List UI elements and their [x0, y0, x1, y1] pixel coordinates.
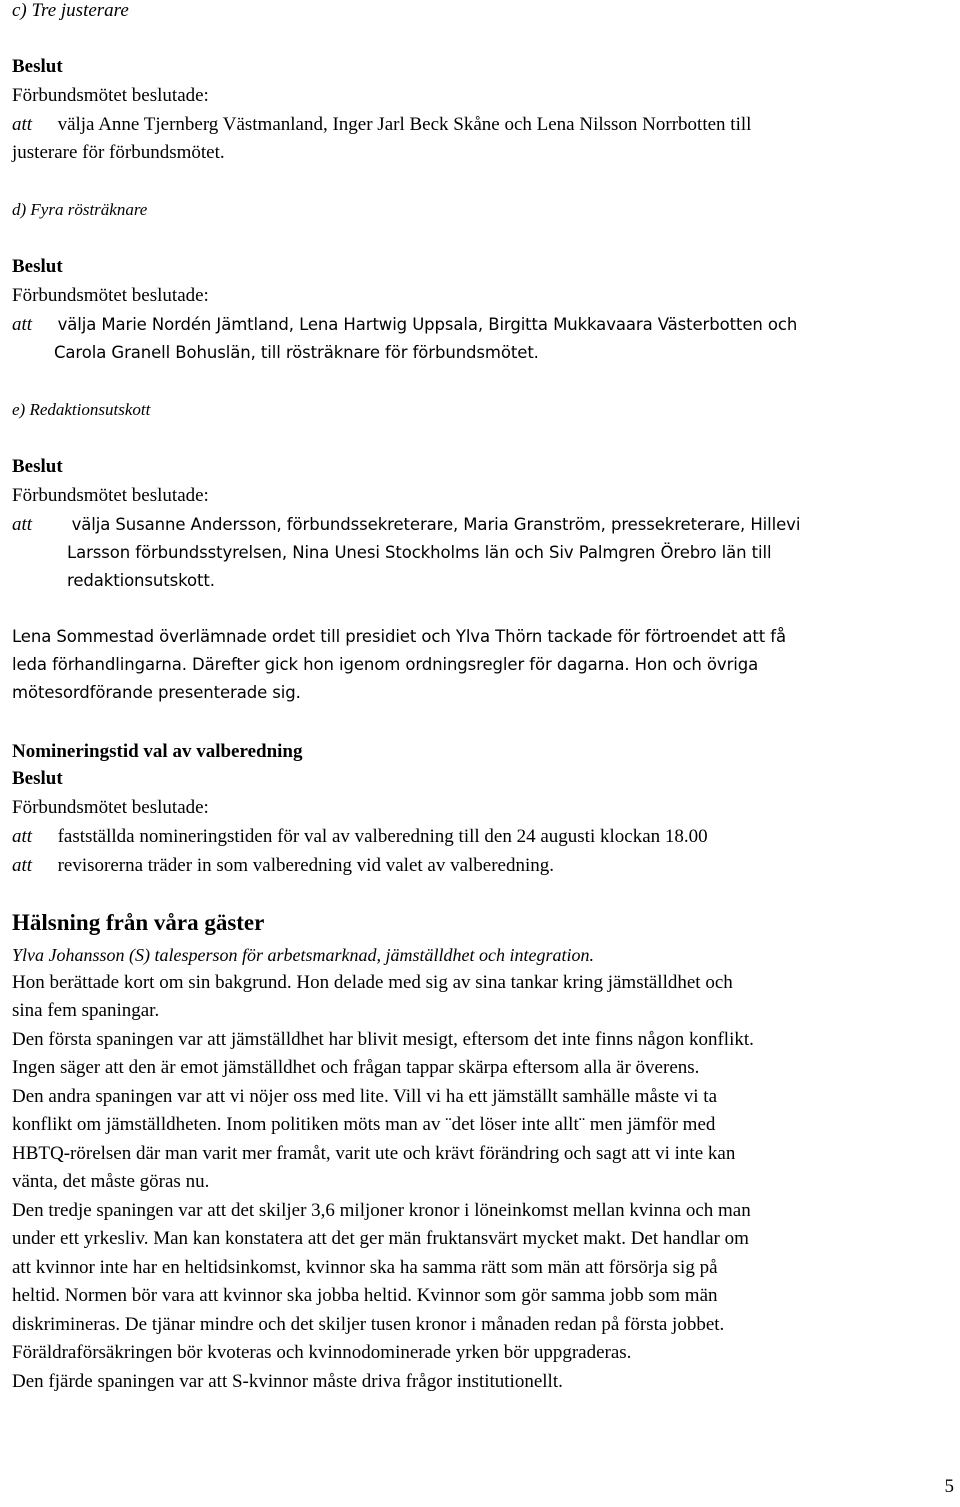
halsning-line-5: Den andra spaningen var att vi nöjer oss med lite. Vill vi ha ett jämställt samhälle måste vi ta: [12, 1086, 718, 1107]
att-label: att: [12, 826, 33, 847]
section-e-subtitle: e) Redaktionsutskott: [12, 400, 151, 419]
section-d-att-row: [12, 311, 797, 340]
section-d-line-1: välja Marie Nordén Jämtland, Lena Hartwig Uppsala, Birgitta Mukkavaara Västerbotten och: [57, 315, 798, 334]
halsning-line-2: sina fem spaningar.: [12, 1000, 160, 1021]
halsning-line-3: Den första spaningen var att jämställdhet har blivit mesigt, eftersom det inte finns någon konflikt.: [12, 1029, 754, 1050]
att-label: att: [12, 314, 33, 335]
paragraph-lena-line-3: mötesordförande presenterade sig.: [12, 683, 301, 702]
halsning-line-13: diskrimineras. De tjänar mindre och det skiljer tusen kronor i månaden redan på första jobbet.: [12, 1314, 725, 1335]
section-d-beslut: Beslut: [12, 256, 63, 277]
section-e-line-1: välja Susanne Andersson, förbundssekreterare, Maria Granström, pressekreterare, Hillevi: [71, 515, 801, 534]
section-c-line-2: justerare för förbundsmötet.: [12, 142, 225, 163]
paragraph-lena-line-1: Lena Sommestad överlämnade ordet till presidiet och Ylva Thörn tackade för förtroendet att få: [12, 627, 787, 646]
halsning-line-14: Föräldraförsäkringen bör kvoteras och kvinnodominerade yrken bör uppgraderas.: [12, 1342, 632, 1363]
nominering-intro: Förbundsmötet beslutade:: [12, 797, 209, 818]
halsning-line-10: under ett yrkesliv. Man kan konstatera att det ger män fruktansvärt mycket makt. Det handlar om: [12, 1228, 749, 1249]
section-c-intro: Förbundsmötet beslutade:: [12, 85, 209, 106]
section-d-subtitle: d) Fyra rösträknare: [12, 200, 148, 219]
halsning-heading: Hälsning från våra gäster: [12, 910, 265, 935]
section-e-att-row: [12, 511, 800, 540]
halsning-line-9: Den tredje spaningen var att det skiljer 3,6 miljoner kronor i löneinkomst mellan kvinna och man: [12, 1200, 751, 1221]
section-c-line-1: välja Anne Tjernberg Västmanland, Inger Jarl Beck Skåne och Lena Nilsson Norrbotten till: [57, 114, 752, 135]
halsning-line-15: Den fjärde spaningen var att S-kvinnor måste driva frågor institutionellt.: [12, 1371, 563, 1392]
halsning-line-11: att kvinnor inte har en heltidsinkomst, kvinnor ska ha samma rätt som män att försörja sig på: [12, 1257, 718, 1278]
nominering-item-1: [12, 823, 708, 852]
nominering-heading: Nomineringstid val av valberedning: [12, 741, 303, 762]
att-label: att: [12, 514, 33, 535]
nominering-item-1-text: fastställda nomineringstiden för val av valberedning till den 24 augusti klockan 18.00: [57, 826, 708, 847]
nominering-item-2-text: revisorerna träder in som valberedning vid valet av valberedning.: [57, 855, 555, 876]
section-e-beslut: Beslut: [12, 456, 63, 477]
page-number: 5: [944, 1475, 954, 1497]
nominering-beslut: Beslut: [12, 768, 63, 789]
paragraph-lena-line-2: leda förhandlingarna. Därefter gick hon igenom ordningsregler för dagarna. Hon och övriga: [12, 655, 759, 674]
section-c-beslut: Beslut: [12, 56, 63, 77]
nominering-item-2: [12, 852, 554, 881]
section-e-intro: Förbundsmötet beslutade:: [12, 485, 209, 506]
att-label: att: [12, 855, 33, 876]
halsning-line-4: Ingen säger att den är emot jämställdhet och frågan tappar skärpa eftersom alla är överens.: [12, 1057, 700, 1078]
halsning-speaker: Ylva Johansson (S) talesperson för arbetsmarknad, jämställdhet och integration.: [12, 945, 594, 965]
section-c-subtitle: c) Tre justerare: [12, 0, 129, 21]
halsning-line-6: konflikt om jämställdheten. Inom politiken möts man av ¨det löser inte allt¨ men jämför med: [12, 1114, 716, 1135]
halsning-line-12: heltid. Normen bör vara att kvinnor ska jobba heltid. Kvinnor som gör samma jobb som män: [12, 1285, 718, 1306]
halsning-line-8: vänta, det måste göras nu.: [12, 1171, 210, 1192]
section-e-line-2: Larsson förbundsstyrelsen, Nina Unesi Stockholms län och Siv Palmgren Örebro län till: [67, 543, 772, 562]
section-e-line-3: redaktionsutskott.: [67, 571, 215, 590]
section-c-att-row: [12, 111, 751, 140]
halsning-line-7: HBTQ-rörelsen där man varit mer framåt, varit ute och krävt förändring och sagt att vi inte kan: [12, 1143, 736, 1164]
halsning-line-1: Hon berättade kort om sin bakgrund. Hon delade med sig av sina tankar kring jämställdhet och: [12, 972, 733, 993]
section-d-line-2: Carola Granell Bohuslän, till rösträknare för förbundsmötet.: [54, 343, 539, 362]
att-label: att: [12, 114, 33, 135]
section-d-intro: Förbundsmötet beslutade:: [12, 285, 209, 306]
